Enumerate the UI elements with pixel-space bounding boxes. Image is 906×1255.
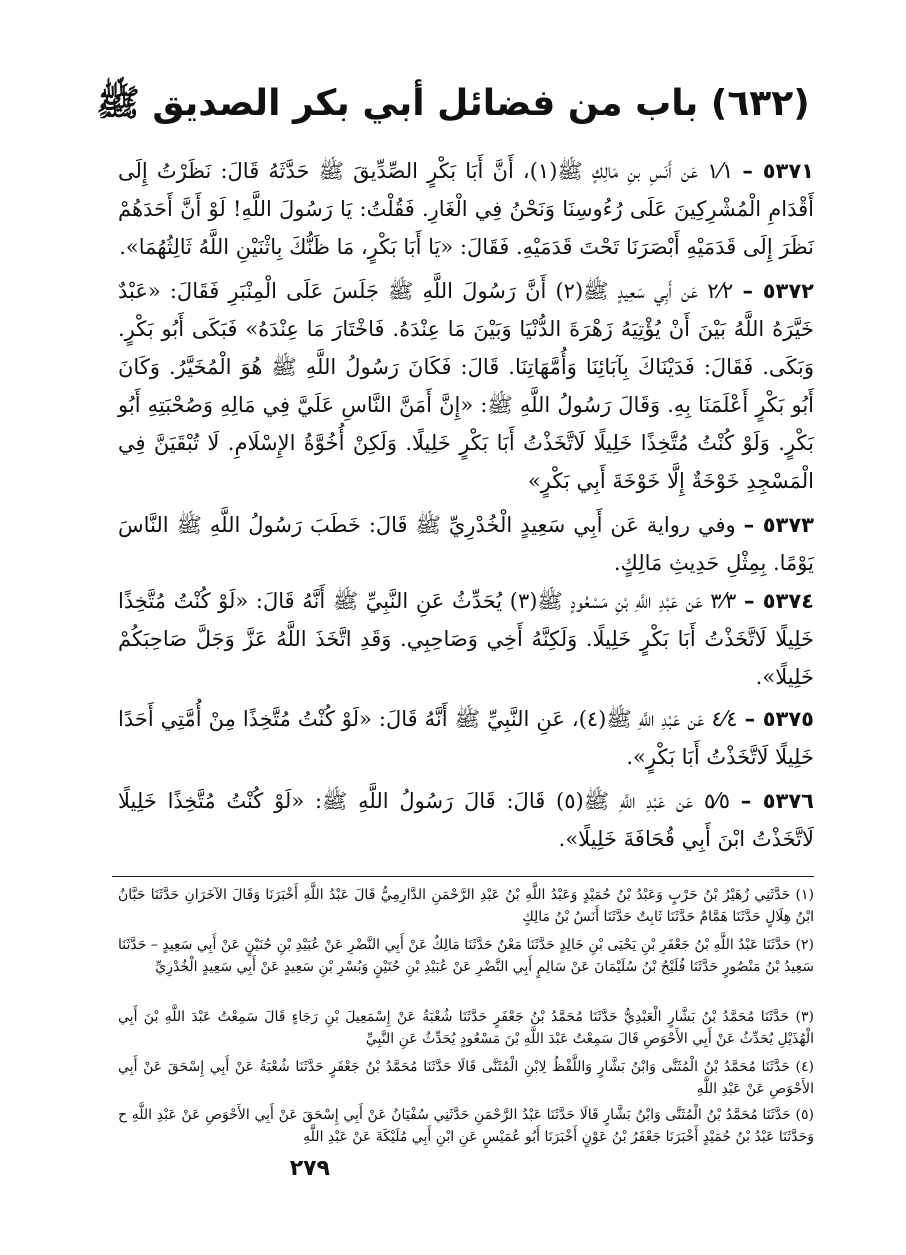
hadith-5374 [118,582,814,696]
hadith-number: ٥٣٧٢ – [742,279,815,303]
hadith-5371 [118,152,814,266]
hadith-text: ٣⁄٣ عَن عَبْدِ اللَّهِ بْنِ مَسْعُودٍ ﷺ(٣) يُحَدِّثُ عَنِ النَّبِيِّ ﷺ أَنَّهُ قَالَ: «لَوْ كُنْتُ مُتَّخِذًا خَلِيلًا لَاتَّخَذْتُ أَبَا بَكْرٍ خَلِيلًا. وَلَكِنَّهُ أَخِي وَصَاحِبِي. وَقَدِ اتَّخَذَ اللَّهُ عَزَّ وَجَلَّ صَاحِبَكُمْ خَلِيلًا». [118,589,814,689]
chapter-title: (٦٣٢) باب من فضائل أبي بكر الصديق ﷺ [96,83,810,124]
hadith-text: ٥⁄٥ عَن عَبْدِ اللَّهِ ﷺ(٥) قَالَ: قَالَ رَسُولُ اللَّهِ ﷺ: «لَوْ كُنْتُ مُتَّخِذًا خَلِيلًا لَاتَّخَذْتُ ابْنَ أَبِي قُحَافَةَ خَلِيلًا». [118,789,814,851]
hadith-number: ٥٣٧٥ – [744,707,815,731]
hadith-number: ٥٣٧١ – [742,159,814,183]
hadith-text: وفي رواية عَن أَبِي سَعِيدٍ الْخُدْرِيِّ ﷺ قَالَ: خَطَبَ رَسُولُ اللَّهِ ﷺ النَّاسَ يَوْمًا. بِمِثْلِ حَدِيثِ مَالِكٍ. [118,513,814,575]
hadith-5373 [118,506,814,582]
hadith-text: ٤⁄٤ عَن عَبْدِ اللَّهِ ﷺ(٤)، عَنِ النَّبِيِّ ﷺ أَنَّهُ قَالَ: «لَوْ كُنْتُ مُتَّخِذًا مِنْ أُمَّتِي أَحَدًا خَلِيلًا لَاتَّخَذْتُ أَبَا بَكْرٍ». [118,707,814,769]
hadith-number: ٥٣٧٤ – [743,589,814,613]
hadith-5376 [118,782,814,858]
hadith-5375 [118,700,814,776]
page-number: ٢٧٩ [289,1156,330,1181]
hadith-text: ١⁄١ عَن أَنَسِ بنِ مَالِكٍ ﷺ(١)، أَنَّ أَبَا بَكْرٍ الصِّدِّيقَ ﷺ حَدَّثَهُ قَالَ: نَظَرْتُ إِلَى أَقْدَامِ الْمُشْرِكِينَ عَلَى رُءُوسِنَا وَنَحْنُ فِي الْغَارِ. فَقُلْتُ: يَا رَسُولَ اللَّهِ! لَوْ أَنَّ أَحَدَهُمْ نَظَرَ إِلَى قَدَمَيْهِ أَبْصَرَنَا تَحْتَ قَدَمَيْهِ. فَقَالَ: «يَا أَبَا بَكْرٍ، مَا ظَنُّكَ بِاثْنَيْنِ اللَّهُ ثَالِثُهُمَا». [118,159,814,259]
footnote-5: (٥) حَدَّثَنَا مُحَمَّدُ بْنُ الْمُثَنَّى وَابْنُ بَشَّارٍ قَالَا حَدَّثَنَا عَبْدُ الرَّحْمَنِ حَدَّثَنِي سُفْيَانُ عَنْ أَبِي إِسْحَقَ عَنْ أَبِي الأَحْوَصِ عَنْ عَبْدِ اللَّهِ ح وَحَدَّثَنَا عَبْدُ بْنُ حُمَيْدٍ أَخْبَرَنَا جَعْفَرُ بْنُ عَوْنٍ أَخْبَرَنَا أَبُو عُمَيْسٍ عَنِ ابْنِ أَبِي مُلَيْكَةَ عَنْ عَبْدِ اللَّهِ [118,1107,814,1145]
footnote-2: (٢) حَدَّثَنَا عَبْدُ اللَّهِ بْنُ جَعْفَرِ بْنِ يَحْيَى بْنِ خَالِدٍ حَدَّثَنَا مَعْنٌ حَدَّثَنَا مَالِكٌ عَنْ أَبِي النَّضْرِ عَنْ عُبَيْدِ بْنِ حُنَيْنٍ عَنْ أَبِي سَعِيدٍ – حَدَّثَنَا سَعِيدُ بْنُ مَنْصُورٍ حَدَّثَنَا فُلَيْحُ بْنُ سُلَيْمَانَ عَنْ سَالِمٍ أَبِي النَّضْرِ عَنْ عُبَيْدِ بْنِ حُنَيْنٍ وَبُسْرِ بْنِ سَعِيدٍ عَنْ أَبِي سَعِيدٍ الْخُدْرِيِّ [118,937,814,975]
footnote-4: (٤) حَدَّثَنَا مُحَمَّدُ بْنُ الْمُثَنَّى وَابْنُ بَشَّارٍ وَاللَّفْظُ لِابْنِ الْمُثَنَّى قَالَا حَدَّثَنَا مُحَمَّدُ بْنُ جَعْفَرٍ حَدَّثَنَا شُعْبَةُ عَنْ أَبِي إِسْحَقَ عَنْ أَبِي الأَحْوَصِ عَنْ عَبْدِ اللَّهِ [118,1059,814,1097]
hadith-number: ٥٣٧٦ – [740,789,814,813]
footnote-3: (٣) حَدَّثَنَا مُحَمَّدُ بْنُ بَشَّارٍ الْعَبْدِيُّ حَدَّثَنَا مُحَمَّدُ بْنُ جَعْفَرٍ حَدَّثَنَا شُعْبَةُ عَنْ إِسْمَعِيلَ بْنِ رَجَاءٍ قَالَ سَمِعْتُ عَبْدَ اللَّهِ بْنَ أَبِي الْهُذَيْلِ يُحَدِّثُ عَنْ أَبِي الأَحْوَصِ قَالَ سَمِعْتُ عَبْدَ اللَّهِ بْنَ مَسْعُودٍ يُحَدِّثُ عَنِ النَّبِيِّ [118,1009,814,1047]
footnote-divider [112,876,814,877]
hadith-number: ٥٣٧٣ – [743,513,814,537]
hadith-5372 [118,272,814,500]
hadith-text: ٢⁄٢ عَن أَبِي سَعِيدٍ ﷺ(٢) أَنَّ رَسُولَ اللَّهِ ﷺ جَلَسَ عَلَى الْمِنْبَرِ فَقَالَ: «عَبْدٌ خَيَّرَهُ اللَّهُ بَيْنَ أَنْ يُؤْتِيَهُ زَهْرَةَ الدُّنْيَا وَبَيْنَ مَا عِنْدَهُ. فَاخْتَارَ مَا عِنْدَهُ» فَبَكَى أَبُو بَكْرٍ. وَبَكَى. فَقَالَ: فَدَيْنَاكَ بِآبَائِنَا وَأُمَّهَاتِنَا. قَالَ: فَكَانَ رَسُولُ اللَّهِ ﷺ هُوَ الْمُخَيَّرُ. وَكَانَ أَبُو بَكْرٍ أَعْلَمَنَا بِهِ. وَقَالَ رَسُولُ اللَّهِ ﷺ: «إِنَّ أَمَنَّ النَّاسِ عَلَيَّ فِي مَالِهِ وَصُحْبَتِهِ أَبُو بَكْرٍ. وَلَوْ كُنْتُ مُتَّخِذًا خَلِيلًا لَاتَّخَذْتُ أَبَا بَكْرٍ خَلِيلًا. وَلَكِنْ أُخُوَّةُ الإِسْلَامِ. لَا تُبْقَيَنَّ فِي الْمَسْجِدِ خَوْخَةٌ إِلَّا خَوْخَةَ أَبِي بَكْرٍ» [118,279,814,493]
footnote-1: (١) حَدَّثَنِي زُهَيْرُ بْنُ حَرْبٍ وَعَبْدُ بْنُ حُمَيْدٍ وَعَبْدُ اللَّهِ بْنُ عَبْدِ الرَّحْمَنِ الدَّارِمِيُّ قَالَ عَبْدُ اللَّهِ أَخْبَرَنَا وَقَالَ الآخَرَانِ حَدَّثَنَا حَبَّانُ ابْنُ هِلَالٍ حَدَّثَنَا هَمَّامٌ حَدَّثَنَا ثَابِتٌ حَدَّثَنَا أَنَسُ بْنُ مَالِكٍ [118,887,814,925]
